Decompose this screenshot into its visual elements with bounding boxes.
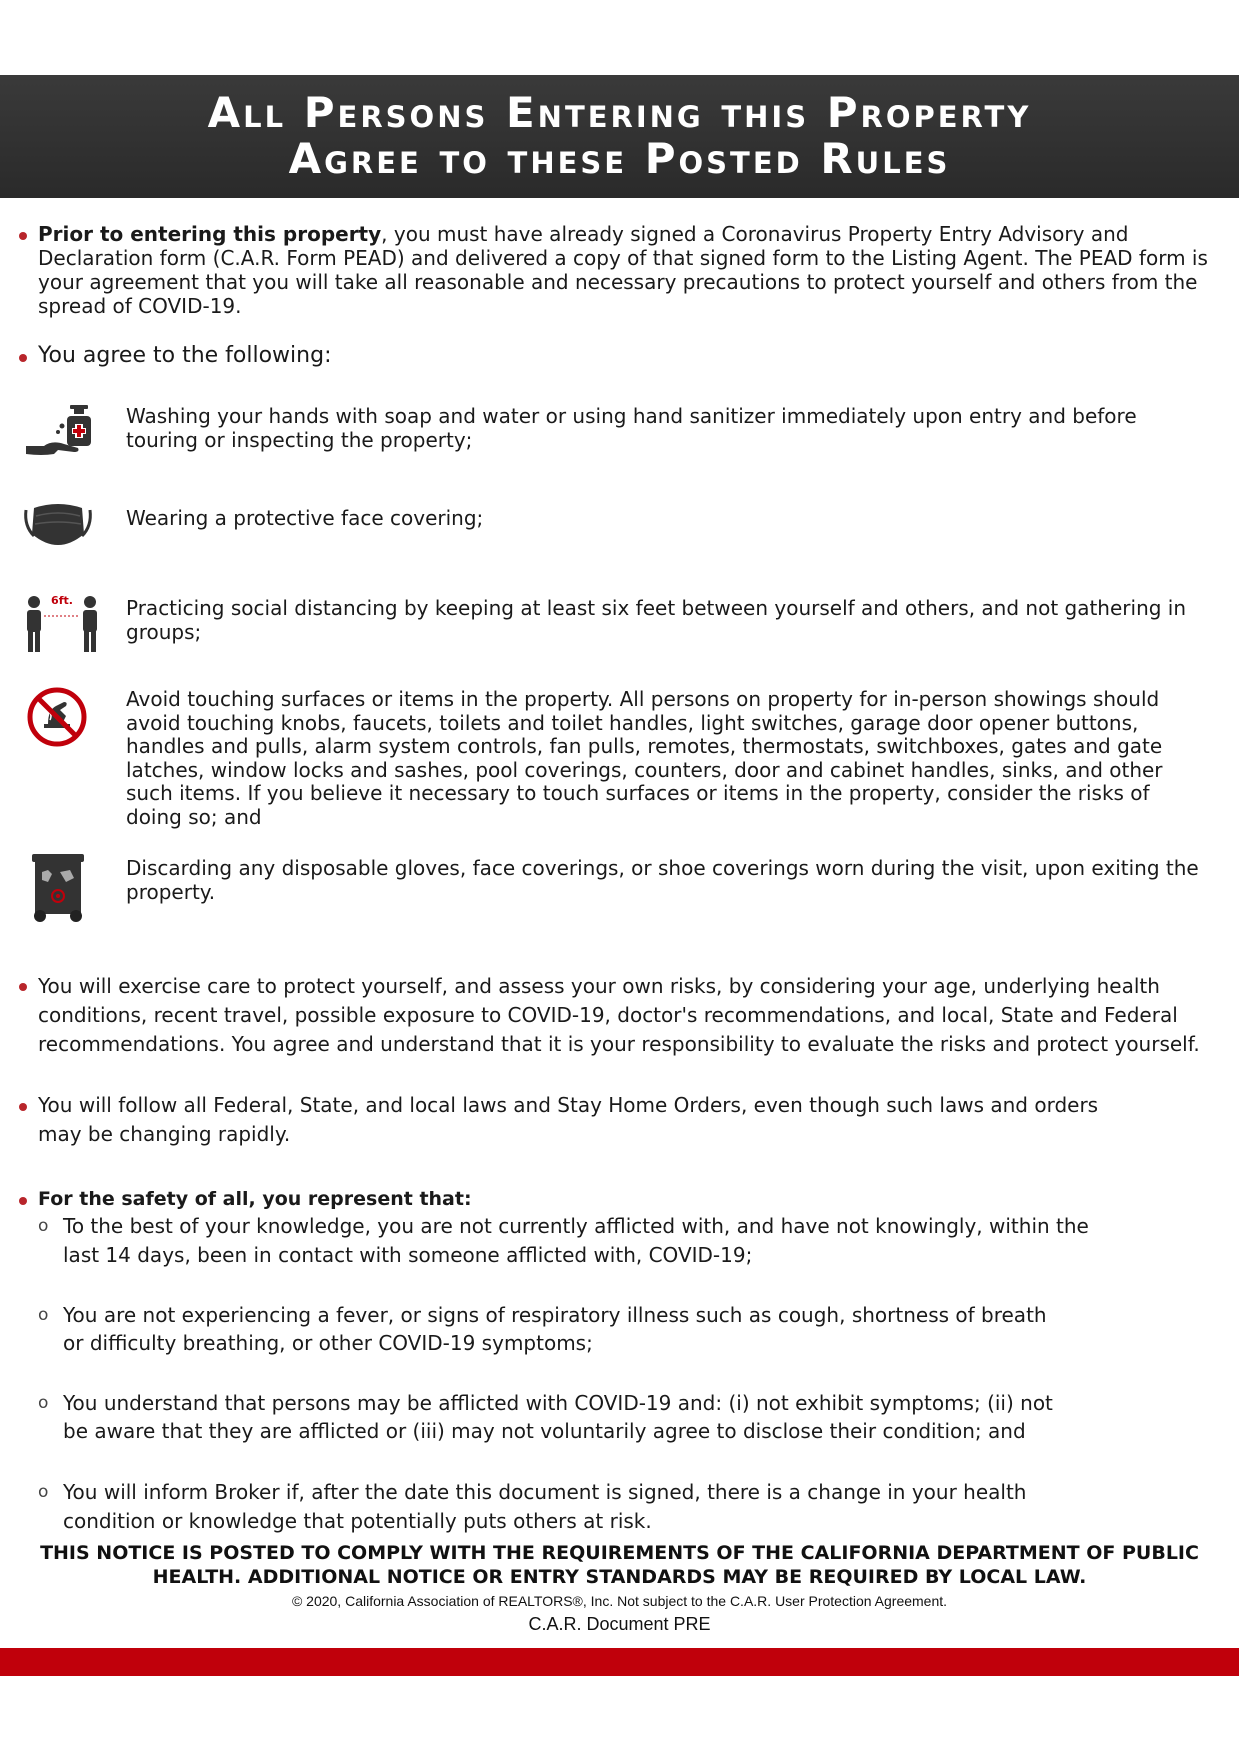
intro-text: , you must have already signed a Coronavirus Property Entry Advisory and Declaration form (C.A.R. Form PEAD) and delivered a copy of that signed form to the Listing Agent. The PEAD form is your agreement that you will take all reasonable and necessary precautions to protect yourself and others from the spread of COVID-19. [38, 222, 1208, 318]
rule-text: Discarding any disposable gloves, face coverings, or shoe coverings worn during the visit, upon exiting the property. [126, 856, 1199, 904]
title-banner [0, 75, 1239, 198]
rule-text: Washing your hands with soap and water or using hand sanitizer immediately upon entry and before touring or inspecting the property; [126, 404, 1137, 452]
title-line-1: All Persons Entering this Property [207, 88, 1032, 137]
legal-notice: THIS NOTICE IS POSTED TO COMPLY WITH THE REQUIREMENTS OF THE CALIFORNIA DEPARTMENT OF PUBLIC HEALTH. ADDITIONAL NOTICE OR ENTRY STANDARDS MAY BE REQUIRED BY LOCAL LAW. [40, 1542, 1199, 1588]
copyright-line: © 2020, California Association of REALTORS®, Inc. Not subject to the C.A.R. User Protection Agreement. [291, 1593, 948, 1609]
no-touch-icon [26, 686, 88, 748]
represent-item: You are not experiencing a fever, or signs of respiratory illness such as cough, shortness of breath or difficulty breathing, or other COVID-19 symptoms; [63, 1303, 1047, 1355]
agree-heading: You agree to the following: [38, 343, 332, 368]
sub-bullet: o [38, 1305, 49, 1325]
rule-text: Avoid touching surfaces or items in the property. All persons on property for in-person showings should avoid touching knobs, faucets, toilets and toilet handles, light switches, garage door opener buttons, handles and pulls, alarm system controls, fan pulls, remotes, thermostats, switchboxes, gates and gate latches, window locks and sashes, pool coverings, counters, door and cabinet handles, sinks, and other such items. If you believe it necessary to touch surfaces or items in the property, consider the risks of doing so; and [126, 687, 1163, 829]
bullet-dot [19, 1197, 27, 1205]
title-line-2: Agree to these Posted Rules [288, 134, 951, 183]
face-mask-icon [22, 500, 94, 552]
laws-paragraph: You will follow all Federal, State, and local laws and Stay Home Orders, even though such laws and orders may be changing rapidly. [38, 1093, 1099, 1146]
sub-bullet: o [38, 1482, 49, 1502]
social-distance-icon [22, 592, 102, 654]
bullet-dot [19, 1103, 27, 1111]
intro-paragraph [38, 222, 1208, 318]
represent-item: You will inform Broker if, after the date this document is signed, there is a change in your health condition or knowledge that potentially puts others at risk. [63, 1480, 1027, 1533]
bullet-dot [19, 983, 27, 991]
hand-sanitizer-icon [24, 404, 100, 460]
footer-red-bar [0, 1648, 1239, 1676]
bullet-dot [19, 232, 27, 240]
represent-item: To the best of your knowledge, you are not currently afflicted with, and have not knowingly, within the last 14 days, been in contact with someone afflicted with, COVID-19; [63, 1214, 1089, 1267]
distance-label: 6ft. [51, 594, 73, 607]
rule-text: Practicing social distancing by keeping at least six feet between yourself and others, and not gathering in groups; [126, 596, 1187, 644]
sub-bullet: o [38, 1393, 49, 1413]
represent-item: You understand that persons may be afflicted with COVID-19 and: (i) not exhibit symptoms; (ii) not be aware that they are afflicted or (iii) may not voluntarily agree to disclose their condition; and [63, 1391, 1053, 1443]
biohazard-bin-icon [30, 852, 86, 924]
care-paragraph: You will exercise care to protect yourself, and assess your own risks, by considering your age, underlying health conditions, recent travel, possible exposure to COVID-19, doctor's recommendations, and local, State and Federal recommendations. You agree and understand that it is your responsibility to evaluate the risks and protect yourself. [38, 974, 1200, 1056]
sub-bullet: o [38, 1216, 49, 1236]
rule-text: Wearing a protective face covering; [126, 506, 484, 530]
intro-lead: Prior to entering this property [38, 222, 382, 246]
bullet-dot [19, 354, 27, 362]
represent-heading: For the safety of all, you represent that: [38, 1188, 472, 1210]
document-code: C.A.R. Document PRE [528, 1614, 711, 1634]
